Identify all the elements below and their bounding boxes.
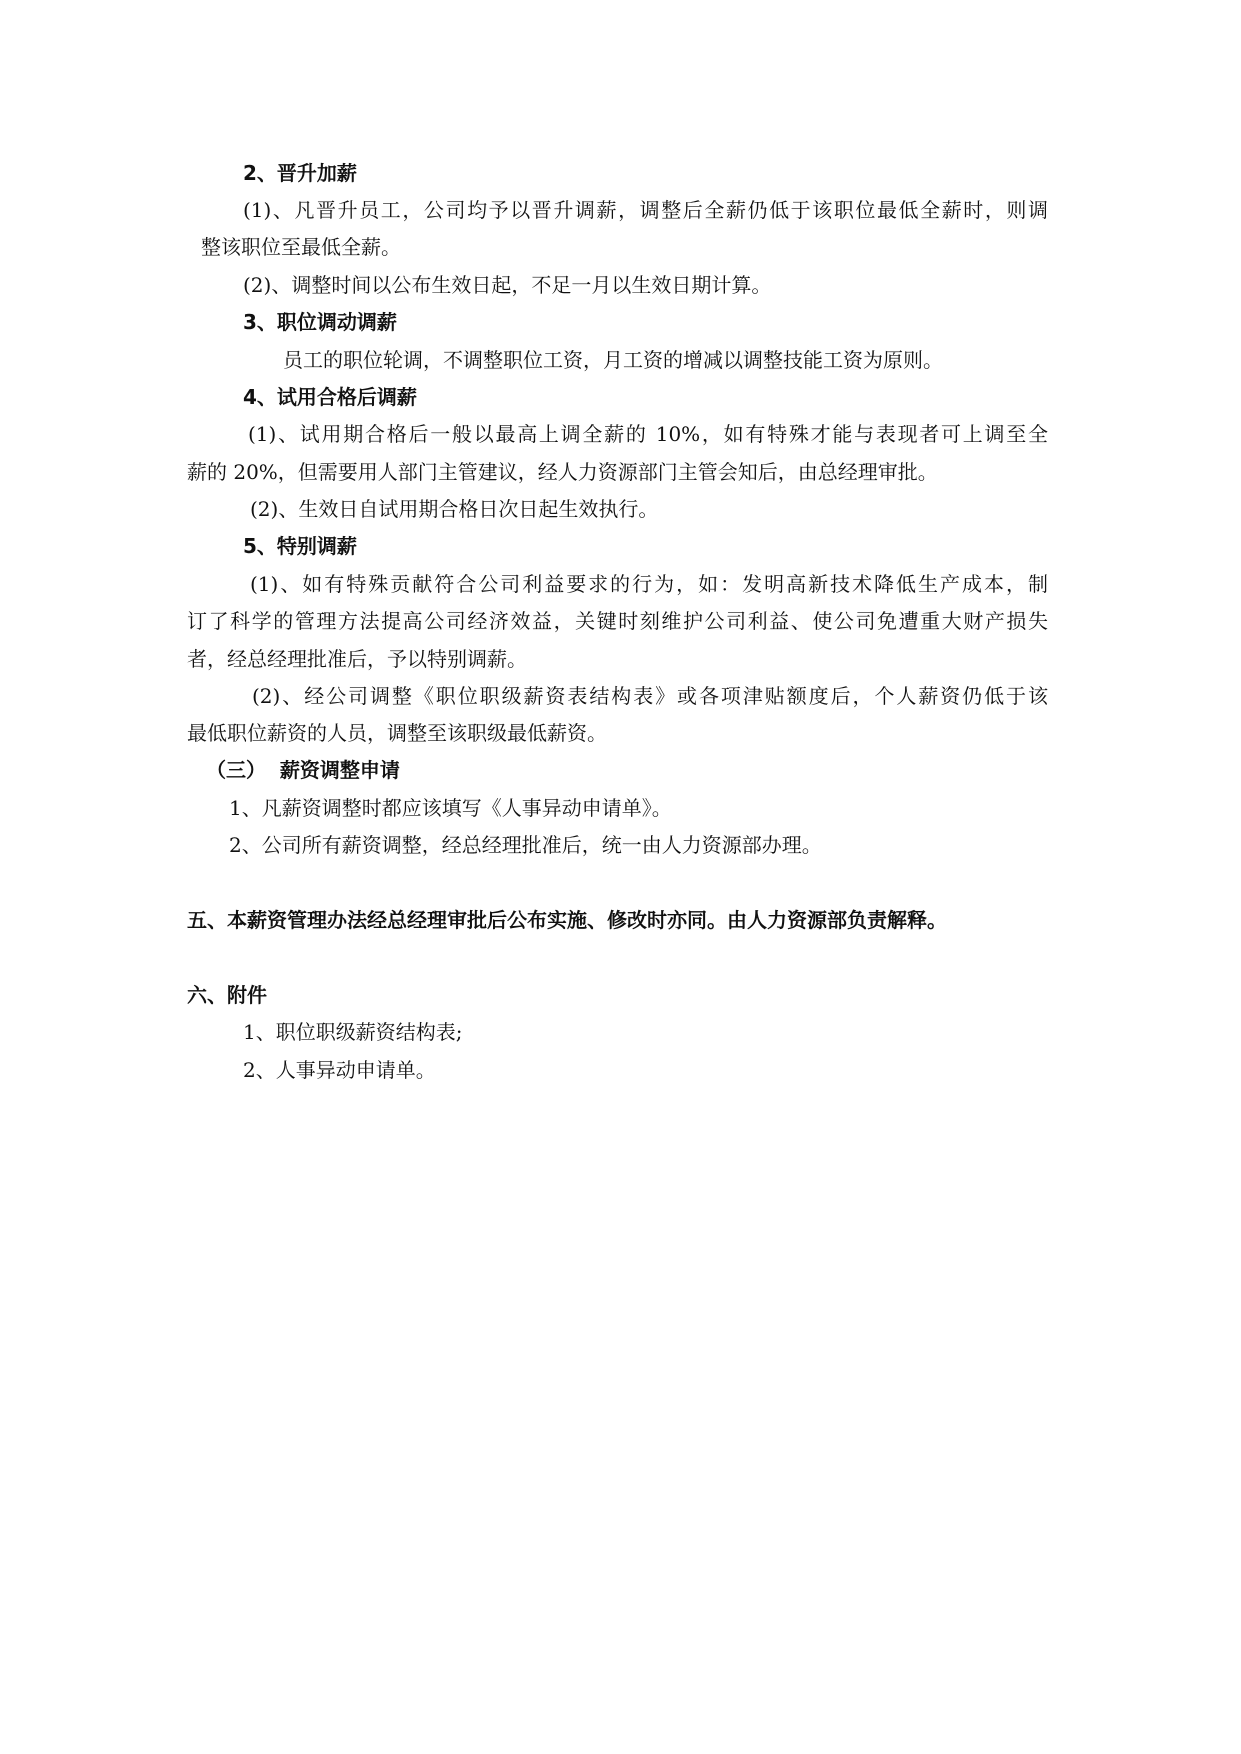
probation-para1-line2: 薪的 20%，但需要用人部门主管建议，经人力资源部门主管会知后，由总经理审批。	[187, 460, 938, 484]
probation-para1-line1: (1)、试用期合格后一般以最高上调全薪的 10%，如有特殊才能与表现者可上调至全	[248, 422, 1048, 446]
special-para2-line1: (2)、经公司调整《职位职级薪资表结构表》或各项津贴额度后，个人薪资仍低于该	[252, 684, 1048, 708]
promotion-para1-line2: 整该职位至最低全薪。	[201, 235, 401, 259]
probation-para2: (2)、生效日自试用期合格日次日起生效执行。	[250, 497, 659, 521]
transfer-para1: 员工的职位轮调，不调整职位工资，月工资的增减以调整技能工资为原则。	[283, 348, 943, 372]
special-para1-line3: 者，经总经理批准后，予以特别调薪。	[187, 647, 527, 671]
special-para1-line2: 订了科学的管理方法提高公司经济效益，关键时刻维护公司利益、使公司免遭重大财产损失	[187, 609, 1048, 633]
special-para2-line2: 最低职位薪资的人员，调整至该职级最低薪资。	[187, 721, 607, 745]
application-item1: 1、凡薪资调整时都应该填写《人事异动申请单》。	[229, 796, 672, 820]
special-para1-line1: (1)、如有特殊贡献符合公司利益要求的行为，如：发明高新技术降低生产成本，制	[250, 572, 1048, 596]
attachment-item1: 1、职位职级薪资结构表;	[243, 1020, 463, 1044]
heading-probation-raise: 4、试用合格后调薪	[243, 385, 417, 409]
heading-salary-adjustment-application: （三） 薪资调整申请	[206, 758, 400, 782]
attachment-item2: 2、人事异动申请单。	[243, 1058, 436, 1082]
section-six-heading: 六、附件	[187, 983, 267, 1007]
heading-transfer-raise: 3、职位调动调薪	[243, 310, 397, 334]
application-item2: 2、公司所有薪资调整，经总经理批准后，统一由人力资源部办理。	[229, 833, 822, 857]
promotion-para1-line1: (1)、凡晋升员工，公司均予以晋升调薪，调整后全薪仍低于该职位最低全薪时，则调	[243, 198, 1048, 222]
section-five-heading: 五、本薪资管理办法经总经理审批后公布实施、修改时亦同。由人力资源部负责解释。	[187, 908, 947, 932]
heading-promotion-raise: 2、晋升加薪	[243, 161, 357, 185]
promotion-para2: (2)、调整时间以公布生效日起，不足一月以生效日期计算。	[243, 273, 772, 297]
heading-special-raise: 5、特别调薪	[243, 534, 357, 558]
